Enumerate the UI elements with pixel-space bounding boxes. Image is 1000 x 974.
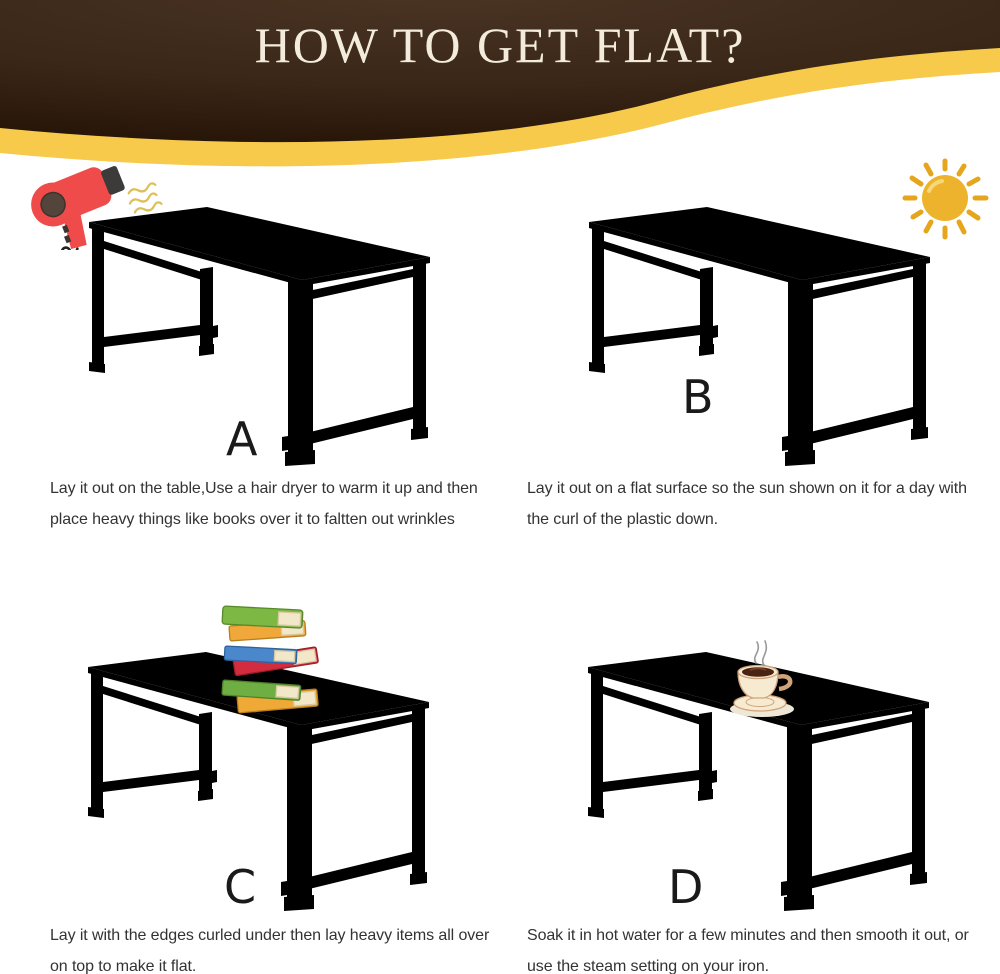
caption-line: Soak it in hot water for a few minutes and then smooth it out, or	[527, 927, 969, 944]
caption-line: the curl of the plastic down.	[527, 511, 718, 528]
caption-line: on top to make it flat.	[50, 958, 197, 974]
method-label-a: A	[226, 412, 258, 466]
method-label-b: B	[682, 370, 714, 424]
caption-line: Lay it out on the table,Use a hair dryer to warm it up and then	[50, 480, 478, 497]
coffee-cup-icon	[712, 636, 812, 724]
caption-line: place heavy things like books over it to faltten out wrinkles	[50, 511, 455, 528]
caption-line: Lay it with the edges curled under then lay heavy items all over	[50, 927, 490, 944]
page-title: HOW TO GET FLAT?	[254, 17, 746, 73]
method-label-c: C	[224, 860, 257, 914]
caption-line: use the steam setting on your iron.	[527, 958, 769, 974]
method-caption-d	[527, 920, 997, 974]
method-label-d: D	[668, 860, 704, 914]
caption-line: Lay it out on a flat surface so the sun shown on it for a day with	[527, 480, 967, 497]
